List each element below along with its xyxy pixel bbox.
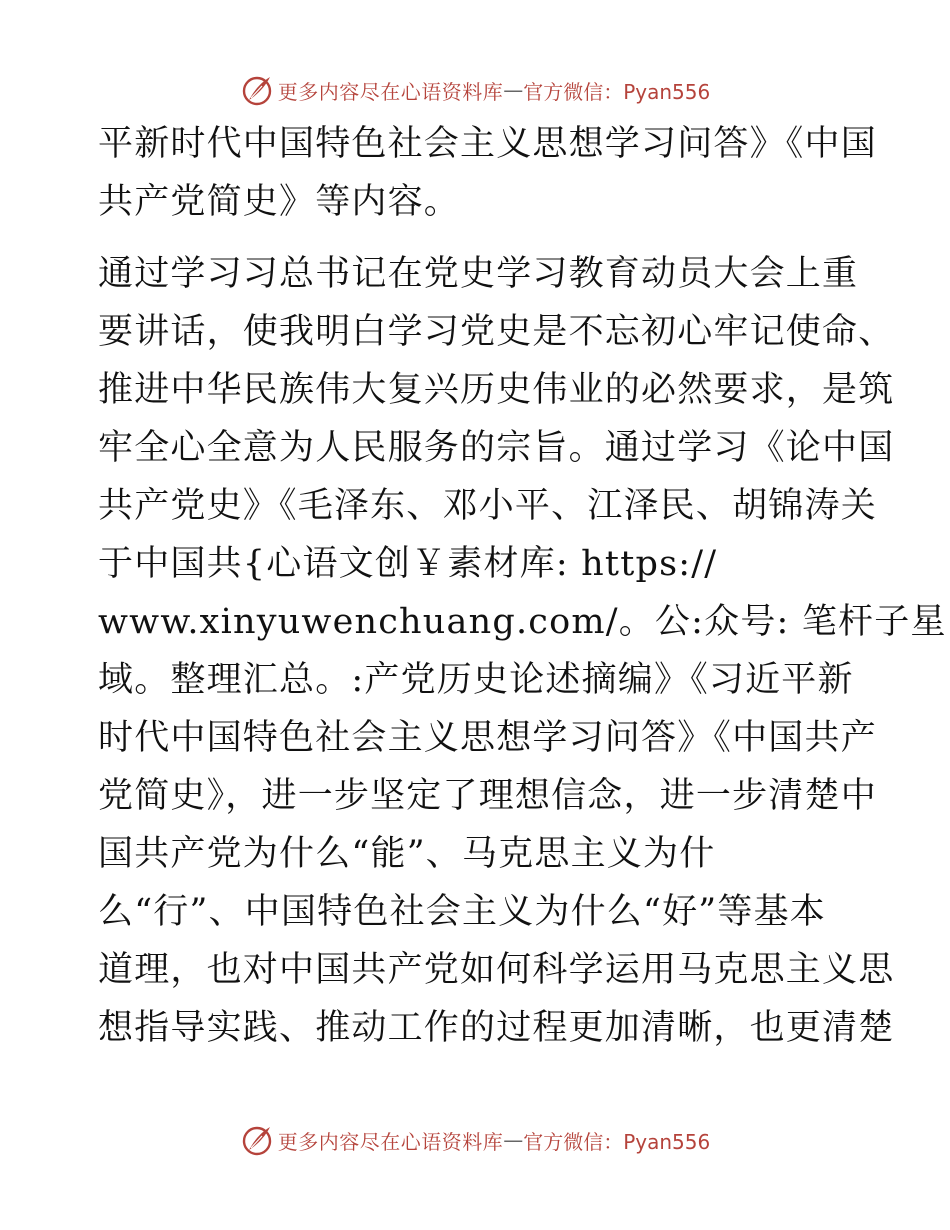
- text-line: 平新时代中国特色社会主义思想学习问答》《中国: [98, 124, 877, 164]
- banner-contact: 官方微信：Pyan556: [523, 79, 711, 104]
- text-line: 时代中国特色社会主义思想学习问答》《中国共产: [98, 718, 877, 758]
- text-line: 牢全心全意为人民服务的宗旨。通过学习《论中国: [98, 428, 895, 468]
- text-line: 通过学习习总书记在党史学习教育动员大会上重: [98, 254, 859, 294]
- banner-separator: —: [503, 78, 524, 102]
- banner-contact: 官方微信：Pyan556: [523, 1129, 711, 1154]
- feather-pen-logo-icon: [240, 73, 274, 107]
- text-line: www.xinyuwenchuang.com/。公:众号: 笔杆子星: [98, 602, 947, 642]
- text-line: 道理，也对中国共产党如何科学运用马克思主义思: [98, 950, 895, 990]
- text-line: 推进中华民族伟大复兴历史伟业的必然要求，是筑: [98, 370, 895, 410]
- banner-separator: —: [503, 1128, 524, 1152]
- feather-pen-logo-icon: [240, 1123, 274, 1157]
- banner-text: 更多内容尽在心语资料库: [277, 79, 504, 104]
- text-line: 想指导实践、推动工作的过程更加清晰，也更清楚: [98, 1008, 895, 1048]
- text-line: 共产党史》《毛泽东、邓小平、江泽民、胡锦涛关: [98, 486, 877, 526]
- banner-text: 更多内容尽在心语资料库: [277, 1129, 504, 1154]
- footer-banner: [0, 1120, 950, 1160]
- text-line: 要讲话，使我明白学习党史是不忘初心牢记使命、: [98, 312, 895, 352]
- header-banner: [0, 70, 950, 110]
- text-line: 域。整理汇总。:产党历史论述摘编》《习近平新: [98, 660, 854, 700]
- text-line: 么“行”、中国特色社会主义为什么“好”等基本: [98, 892, 826, 932]
- document-body: [98, 115, 947, 1057]
- text-line: 共产党简史》等内容。: [98, 182, 461, 222]
- text-line: 国共产党为什么“能”、马克思主义为什: [98, 834, 716, 874]
- text-line: 于中国共{心语文创￥素材库: https://: [98, 544, 718, 584]
- text-line: 党简史》，进一步坚定了理想信念，进一步清楚中: [98, 776, 877, 816]
